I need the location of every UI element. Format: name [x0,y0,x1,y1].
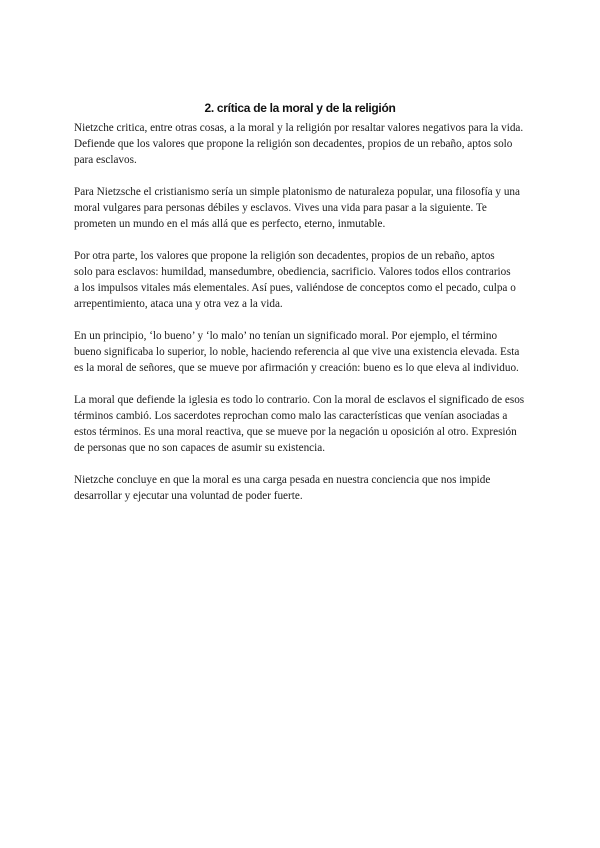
text-line: arrepentimiento, ataca una y otra vez a la vida. [74,298,283,310]
text-line: Para Nietzsche el cristianismo sería un simple platonismo de naturaleza popular, una filosofía y una [74,186,520,198]
text-line: Nietzche concluye en que la moral es una carga pesada en nuestra conciencia que nos impide [74,474,491,486]
text-line: Defiende que los valores que propone la religión son decadentes, propios de un rebaño, aptos solo [74,138,513,150]
text-line: prometen un mundo en el más allá que es perfecto, eterno, inmutable. [74,218,386,230]
text-line: Nietzche critica, entre otras cosas, a la moral y la religión por resaltar valores negativos para la vida. [74,122,524,134]
text-line: moral vulgares para personas débiles y esclavos. Vives una vida para pasar a la siguiente. Te [74,202,487,214]
text-line: desarrollar y ejecutar una voluntad de poder fuerte. [74,490,303,502]
paragraph [74,120,534,168]
text-line: es la moral de señores, que se mueve por afirmación y creación: bueno es lo que eleva al individuo. [74,362,519,374]
paragraph [74,248,534,312]
text-line: Por otra parte, los valores que propone la religión son decadentes, propios de un rebaño, aptos [74,250,495,262]
section-title: 2. crítica de la moral y de la religión [204,101,396,115]
text-line: de personas que no son capaces de asumir su existencia. [74,442,326,454]
paragraph [74,472,534,504]
text-line: solo para esclavos: humildad, mansedumbre, obediencia, sacrificio. Valores todos ellos contrarios [74,266,511,278]
paragraph [74,184,534,232]
text-line: para esclavos. [74,154,137,166]
text-line: bueno significaba lo superior, lo noble, haciendo referencia al que vive una existencia elevada. Esta [74,346,520,358]
text-line: estos términos. Es una moral reactiva, que se mueve por la negación u oposición al otro. Expresión [74,426,517,438]
text-line: En un principio, ‘lo bueno’ y ‘lo malo’ no tenían un significado moral. Por ejemplo, el término [74,330,498,342]
paragraph [74,328,534,376]
text-line: a los impulsos vitales más elementales. Así pues, valiéndose de conceptos como el pecado, culpa o [74,282,516,294]
paragraph [74,392,534,456]
text-line: La moral que defiende la iglesia es todo lo contrario. Con la moral de esclavos el significado de esos [74,394,525,406]
body-text [74,120,534,520]
text-line: términos cambió. Los sacerdotes reprochan como malo las características que venían asociadas a [74,410,508,422]
